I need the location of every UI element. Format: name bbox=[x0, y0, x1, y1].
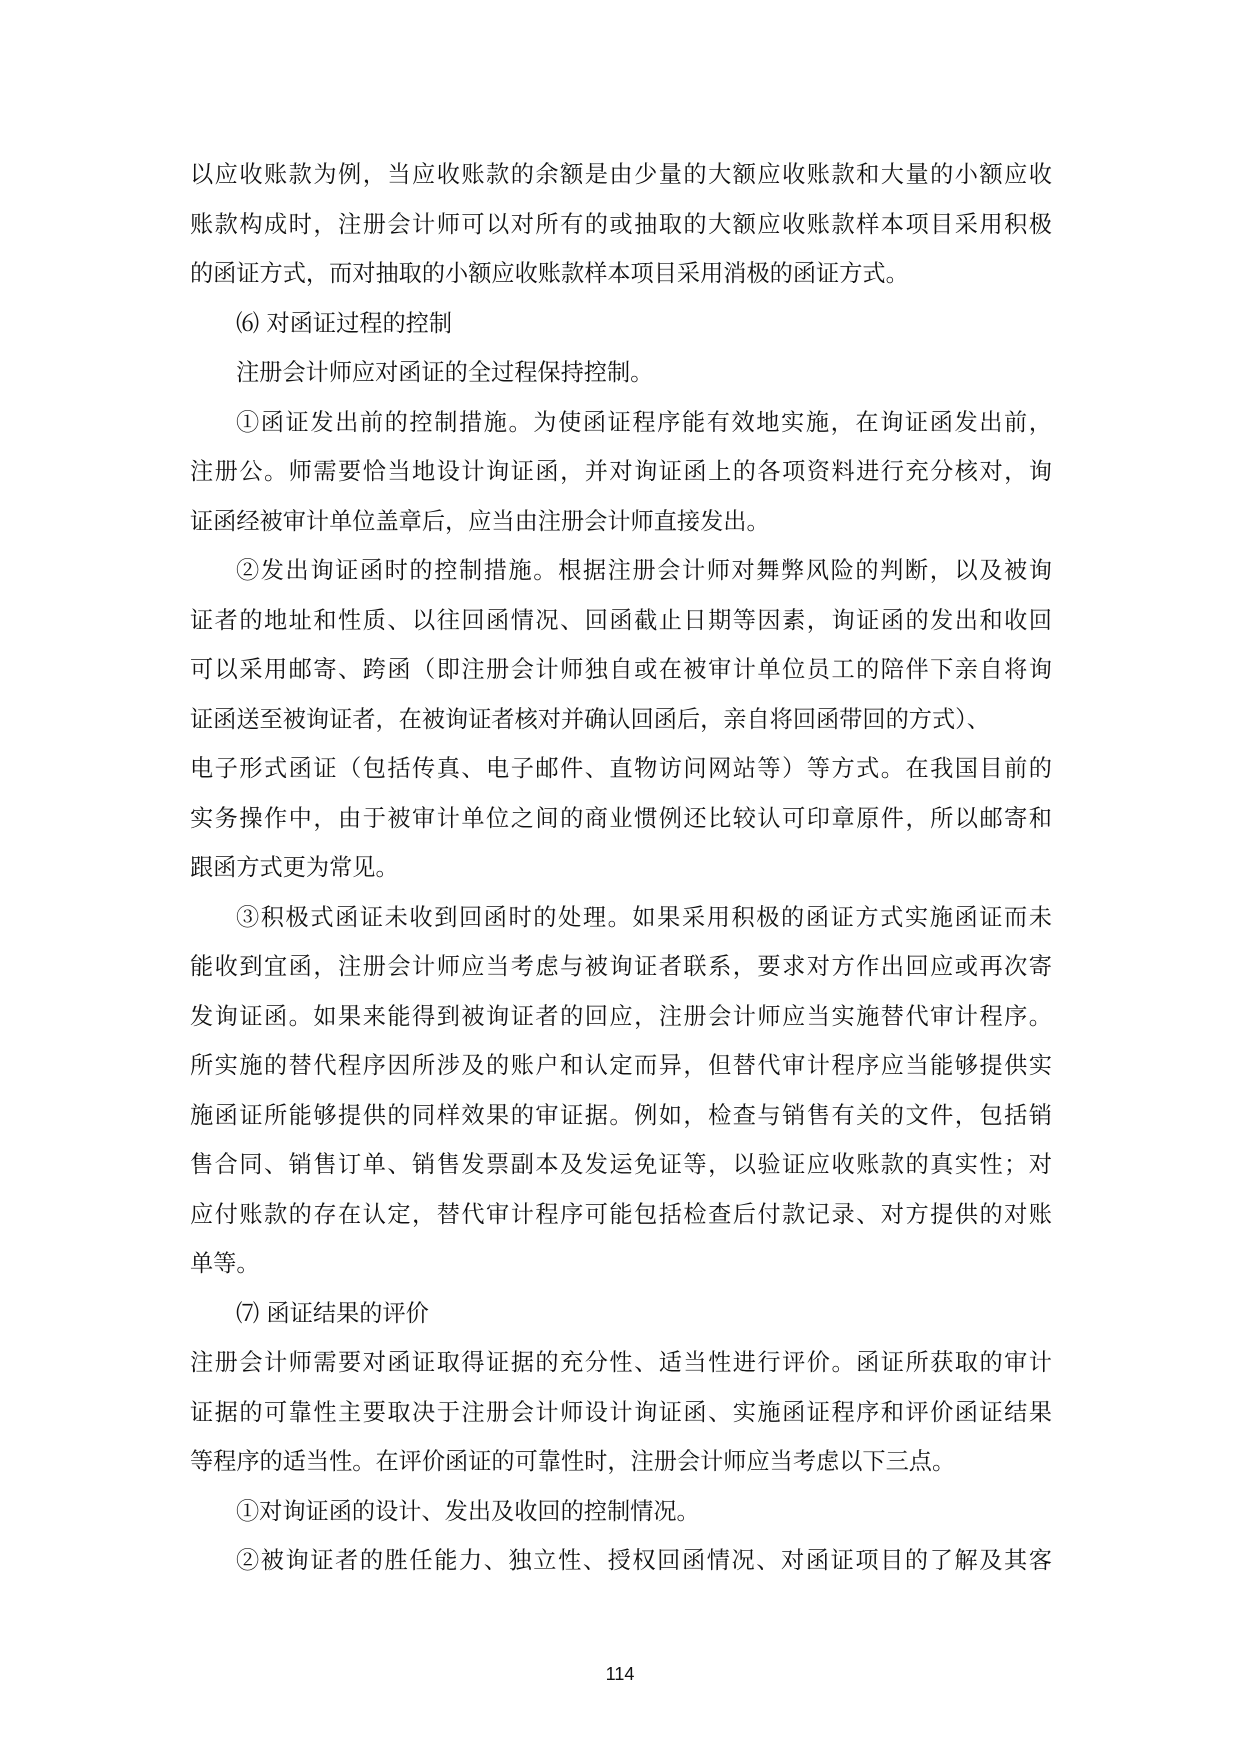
text-line: 单等。 bbox=[190, 1250, 260, 1277]
text-line: 实务操作中，由于被审计单位之间的商业惯例还比较认可印章原件，所以邮寄和 bbox=[190, 804, 1052, 832]
text-line: 施函证所能够提供的同样效果的审证据。例如，检查与销售有关的文件，包括销 bbox=[190, 1101, 1052, 1129]
text-line: 的函证方式，而对抽取的小额应收账款样本项目采用消极的函证方式。 bbox=[190, 260, 909, 287]
text-line: ①对询证函的设计、发出及收回的控制情况。 bbox=[236, 1497, 700, 1525]
text-line: 跟函方式更为常见。 bbox=[190, 854, 399, 881]
text-line: ③积极式函证未收到回函时的处理。如果采用积极的函证方式实施函证而未 bbox=[236, 903, 1052, 931]
text-line: 证据的可靠性主要取决于注册会计师设计询证函、实施函证程序和评价函证结果 bbox=[190, 1398, 1052, 1426]
section-heading: ⑹ 对函证过程的控制 bbox=[236, 309, 453, 337]
text-line: 注册会计师需要对函证取得证据的充分性、适当性进行评价。函证所获取的审计 bbox=[190, 1349, 1052, 1376]
page-number: 114 bbox=[605, 1664, 635, 1684]
section-heading: ⑺ 函证结果的评价 bbox=[236, 1299, 429, 1327]
text-line: ①函证发出前的控制措施。为使函证程序能有效地实施，在询证函发出前， bbox=[236, 408, 1052, 436]
text-line: 电子形式函证（包括传真、电子邮件、直物访问网站等）等方式。在我国目前的 bbox=[190, 755, 1052, 782]
text-line: ②被询证者的胜任能力、独立性、授权回函情况、对函证项目的了解及其客 bbox=[236, 1547, 1052, 1574]
body-text bbox=[190, 150, 1052, 1586]
text-line: 注册公。师需要恰当地设计询证函，并对询证函上的各项资料进行充分核对，询 bbox=[190, 458, 1052, 485]
text-line: 证函经被审计单位盖章后，应当由注册会计师直接发出。 bbox=[190, 507, 770, 535]
text-line: ②发出询证函时的控制措施。根据注册会计师对舞弊风险的判断，以及被询 bbox=[236, 557, 1052, 584]
text-line: 所实施的替代程序因所涉及的账户和认定而异，但替代审计程序应当能够提供实 bbox=[190, 1052, 1052, 1079]
text-line: 以应收账款为例，当应收账款的余额是由少量的大额应收账款和大量的小额应收 bbox=[190, 161, 1052, 188]
text-line: 能收到宜函，注册会计师应当考虑与被询证者联系，要求对方作出回应或再次寄 bbox=[190, 953, 1052, 980]
text-line: 等程序的适当性。在评价函证的可靠性时，注册会计师应当考虑以下三点。 bbox=[190, 1448, 956, 1475]
text-line: 发询证函。如果来能得到被询证者的回应，注册会计师应当实施替代审计程序。 bbox=[190, 1002, 1052, 1030]
text-line: 证者的地址和性质、以往回函情况、回函截止日期等因素，询证函的发出和收回 bbox=[190, 606, 1052, 634]
text-line: 可以采用邮寄、跨函（即注册会计师独自或在被审计单位员工的陪伴下亲自将询 bbox=[190, 656, 1052, 683]
text-line: 证函送至被询证者，在被询证者核对并确认回函后，亲自将回函带回的方式）、 bbox=[190, 705, 990, 733]
text-line: 应付账款的存在认定，替代审计程序可能包括检查后付款记录、对方提供的对账 bbox=[190, 1200, 1052, 1228]
text-line: 注册会计师应对函证的全过程保持控制。 bbox=[236, 359, 654, 386]
text-line: 账款构成时，注册会计师可以对所有的或抽取的大额应收账款样本项目采用积极 bbox=[190, 210, 1052, 238]
text-line: 售合同、销售订单、销售发票副本及发运免证等，以验证应收账款的真实性；对 bbox=[190, 1151, 1052, 1178]
